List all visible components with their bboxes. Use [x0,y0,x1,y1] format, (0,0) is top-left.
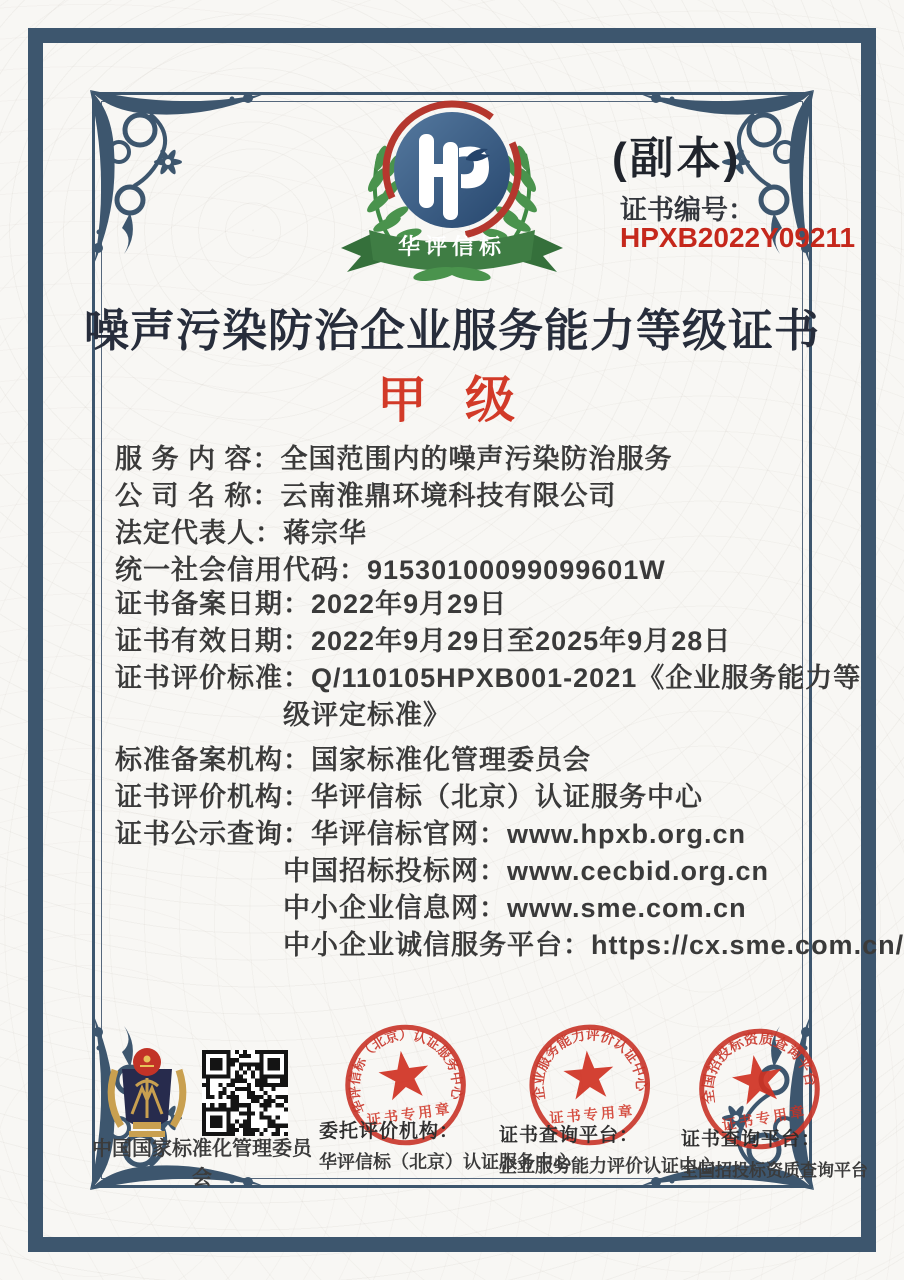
grade-level: 甲 级 [377,372,527,428]
svg-text:企业服务能力评价认证中心: 企业服务能力评价认证中心 [530,1027,649,1101]
row-value: 2022年9月29日 [311,589,508,619]
info-row-continuation [115,890,815,927]
info-row-continuation [115,853,815,890]
national-standards-emblem [100,1042,194,1142]
svg-text:华评信标（北京）认证服务中心: 华评信标（北京）认证服务中心 [346,1027,465,1116]
info-row [115,816,815,853]
row-label: 统一社会信用代码： [115,555,367,585]
dates-block [115,586,862,734]
seal-caption-label: 委托评价机构： [319,1121,460,1142]
logo-banner [341,230,563,284]
svg-text:全国招投标资质查询平台: 全国招投标资质查询平台 [700,1031,819,1105]
row-label: 证书公示查询： [115,819,311,849]
svg-text:证书专用章: 证书专用章 [366,1101,454,1130]
hpxb-logo [335,92,569,290]
row-label: 标准备案机构： [115,745,311,775]
info-row-continuation [115,697,815,734]
info-row-continuation [115,927,904,964]
seal-caption-label: 证书查询平台： [681,1129,822,1150]
info-row [115,779,815,816]
row-value: 2022年9月29日至2025年9月28日 [311,626,732,656]
svg-text:证书专用章: 证书专用章 [548,1103,636,1128]
seal-caption [681,1124,868,1181]
row-value: 国家标准化管理委员会 [311,745,591,775]
row-value: 全国范围内的噪声污染防治服务 [280,444,673,474]
seal-caption-org: 企业服务能力评价认证中心 [499,1156,715,1176]
row-label: 公 司 名 称： [115,481,281,511]
cert-no-label: 证书编号： [620,195,755,225]
committee-caption: 中国国家标准化管理委员会 [92,1138,312,1189]
copy-label: (副本) [612,134,742,183]
info-row [115,623,815,660]
info-row [115,552,815,589]
basic-info-block [115,441,815,589]
info-row [115,660,862,697]
row-value: 中小企业信息网：www.sme.com.cn [283,893,747,923]
row-label: 证书评价机构： [115,782,311,812]
row-value: 级评定标准》 [283,700,451,730]
row-label: 法定代表人： [115,518,283,548]
info-row [115,586,815,623]
row-label: 服 务 内 容： [115,444,281,474]
organizations-block [115,742,904,964]
row-value: 中小企业诚信服务平台：https://cx.sme.com.cn/ [283,930,904,960]
cert-no-value: HPXB2022Y09211 [620,222,856,253]
seal-caption-org: 全国招投标资质查询平台 [681,1161,868,1180]
row-label: 证书备案日期： [115,589,311,619]
row-value: 蒋宗华 [283,518,367,548]
row-value: Q/110105HPXB001-2021《企业服务能力等 [311,663,862,693]
row-value: 中国招标投标网：www.cecbid.org.cn [283,856,770,886]
svg-text:证书专用章: 证书专用章 [720,1103,809,1135]
certificate-title: 噪声污染防治企业服务能力等级证书 [83,305,820,356]
row-value: 云南淮鼎环境科技有限公司 [280,481,617,511]
row-value: 华评信标（北京）认证服务中心 [311,782,703,812]
info-row [115,742,815,779]
seal-caption-label: 证书查询平台： [499,1125,640,1146]
qr-code [202,1050,288,1136]
info-row [115,478,815,515]
logo-banner-text: 华评信标 [397,234,507,259]
corner-flourish-top-left [88,88,266,266]
row-label: 证书有效日期： [115,626,311,656]
seal-caption-org: 华评信标（北京）认证服务中心 [319,1152,571,1172]
row-label: 证书评价标准： [115,663,311,693]
row-value: 91530100099099601W [367,555,666,585]
info-row [115,515,815,552]
row-value: 华评信标官网：www.hpxb.org.cn [311,819,747,849]
info-row [115,441,815,478]
